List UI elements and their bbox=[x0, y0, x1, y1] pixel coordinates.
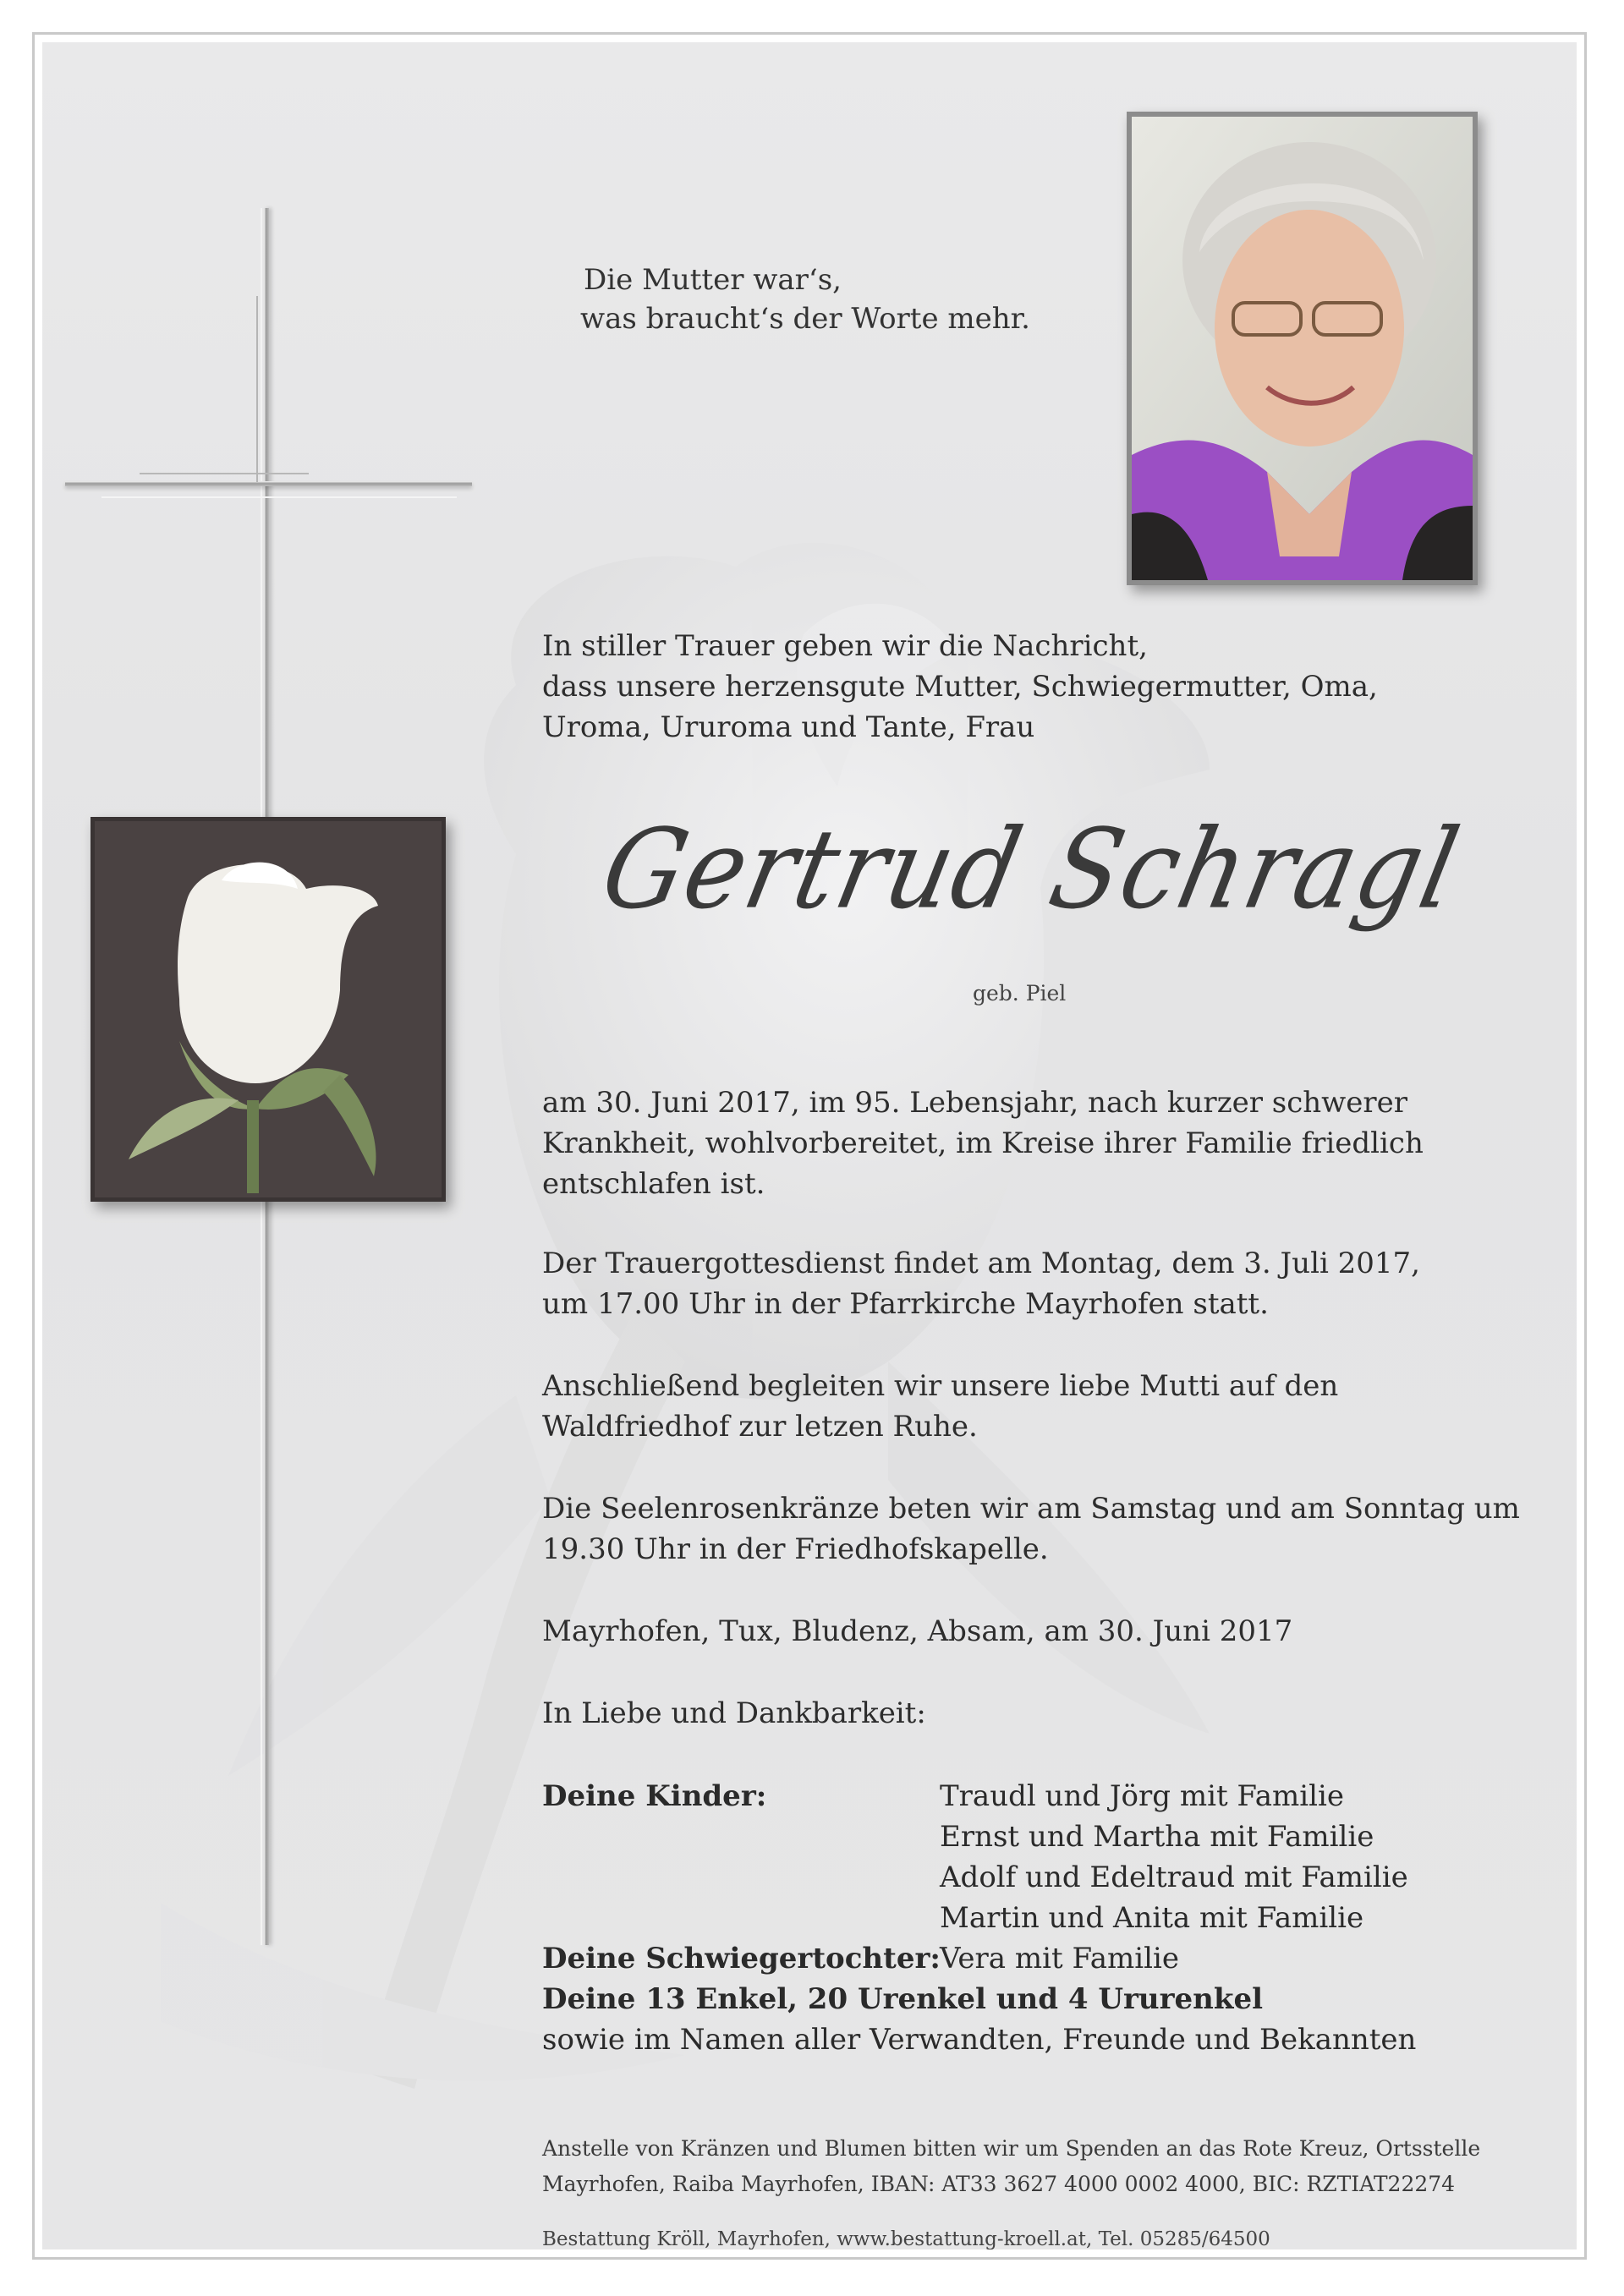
paragraph-line: entschlafen ist. bbox=[542, 1167, 765, 1201]
paragraph-line: Waldfriedhof zur letzen Ruhe. bbox=[542, 1410, 978, 1444]
obituary-card bbox=[42, 42, 1577, 2249]
quote bbox=[580, 260, 1091, 338]
cross-horizontal-beam bbox=[65, 481, 472, 486]
paragraph-line: 19.30 Uhr in der Friedhofskapelle. bbox=[542, 1532, 1049, 1566]
place-date-line: Mayrhofen, Tux, Bludenz, Absam, am 30. Juni 2017 bbox=[542, 1614, 1293, 1648]
funeral-home-footer: Bestattung Kröll, Mayrhofen, www.bestattung-kroell.at, Tel. 05285/64500 bbox=[542, 2228, 1270, 2249]
maiden-name: geb. Piel bbox=[973, 981, 1067, 1006]
others-line bbox=[542, 2019, 1523, 2060]
portrait-photo bbox=[1127, 112, 1478, 585]
others-text: sowie im Namen aller Verwandten, Freunde und Bekannten bbox=[542, 2023, 1417, 2057]
mourner-row bbox=[542, 1938, 1523, 1979]
mourner-row bbox=[542, 1857, 1523, 1898]
child-entry: Martin und Anita mit Familie bbox=[940, 1901, 1364, 1935]
paragraph-line: Die Seelenrosenkränze beten wir am Samstag und am Sonntag um bbox=[542, 1492, 1520, 1526]
closing-line: In Liebe und Dankbarkeit: bbox=[542, 1696, 926, 1730]
child-entry: Traudl und Jörg mit Familie bbox=[940, 1779, 1344, 1813]
rosary-paragraph bbox=[542, 1488, 1523, 1570]
child-entry: Ernst und Martha mit Familie bbox=[940, 1820, 1374, 1854]
daughter-in-law-entry: Vera mit Familie bbox=[940, 1942, 1180, 1975]
donation-note bbox=[542, 2131, 1523, 2202]
child-entry: Adolf und Edeltraud mit Familie bbox=[940, 1860, 1408, 1894]
white-rose-image bbox=[95, 821, 442, 1197]
paragraph-line: am 30. Juni 2017, im 95. Lebensjahr, nach kurzer schwerer bbox=[542, 1086, 1408, 1120]
donation-line: Mayrhofen, Raiba Mayrhofen, IBAN: AT33 3627 4000 0002 4000, BIC: RZTIAT22274 bbox=[542, 2172, 1456, 2196]
rose-picture bbox=[91, 817, 446, 1202]
deceased-name: Gertrud Schragl bbox=[591, 804, 1471, 934]
cross-accent-line bbox=[140, 473, 309, 474]
paragraph-line: Krankheit, wohlvorbereitet, im Kreise ihrer Familie friedlich bbox=[542, 1126, 1424, 1160]
mourner-row bbox=[542, 1776, 1523, 1817]
portrait-image bbox=[1132, 117, 1473, 580]
children-label: Deine Kinder: bbox=[542, 1779, 767, 1813]
paragraph-line: Anschließend begleiten wir unsere liebe Mutti auf den bbox=[542, 1369, 1339, 1403]
donation-line: Anstelle von Kränzen und Blumen bitten wir um Spenden an das Rote Kreuz, Ortsstelle bbox=[542, 2136, 1481, 2161]
paragraph-line: um 17.00 Uhr in der Pfarrkirche Mayrhofen statt. bbox=[542, 1287, 1269, 1321]
intro-text bbox=[542, 626, 1523, 748]
closing bbox=[542, 1693, 1523, 1734]
mourner-row bbox=[542, 1898, 1523, 1938]
death-paragraph bbox=[542, 1082, 1523, 1204]
cross-accent-line bbox=[102, 496, 457, 498]
intro-line: Uroma, Ururoma und Tante, Frau bbox=[542, 710, 1035, 744]
intro-line: dass unsere herzensgute Mutter, Schwiegermutter, Oma, bbox=[542, 670, 1378, 704]
mourners-list bbox=[542, 1776, 1523, 2060]
burial-paragraph bbox=[542, 1366, 1523, 1447]
place-date bbox=[542, 1611, 1523, 1652]
service-paragraph bbox=[542, 1243, 1523, 1324]
daughter-in-law-label: Deine Schwiegertochter: bbox=[542, 1942, 941, 1975]
grandchildren-line: Deine 13 Enkel, 20 Urenkel und 4 Ururenkel bbox=[542, 1982, 1263, 2016]
intro-line: In stiller Trauer geben wir die Nachricht, bbox=[542, 629, 1148, 663]
quote-line: Die Mutter war‘s, bbox=[584, 263, 842, 297]
paragraph-line: Der Trauergottesdienst findet am Montag, dem 3. Juli 2017, bbox=[542, 1247, 1420, 1280]
quote-line: was braucht‘s der Worte mehr. bbox=[580, 302, 1030, 336]
mourner-row bbox=[542, 1817, 1523, 1857]
cross-accent-line bbox=[256, 296, 258, 482]
